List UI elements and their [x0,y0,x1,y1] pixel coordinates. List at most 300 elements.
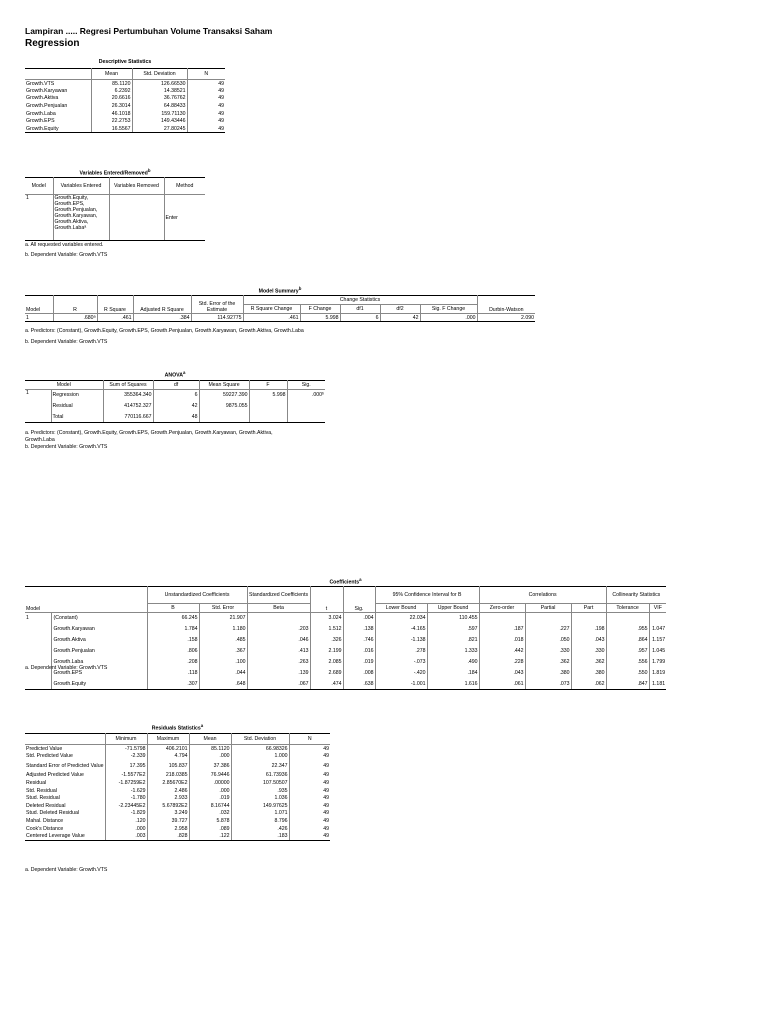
table-cell: .380 [525,668,571,679]
row-label: Total [51,412,103,423]
table-cell: 49 [289,760,330,772]
header-mean: Mean [91,69,132,80]
table-cell: 1.333 [427,646,479,657]
cell-adjusted-r-square: .384 [133,314,191,322]
header-t: t [310,587,343,613]
table-cell: -4.165 [375,624,427,635]
table-cell: 26.3014 [91,102,132,110]
table-row [25,624,666,635]
table-cell: .198 [571,624,606,635]
table-row [25,668,666,679]
table-cell: .004 [343,613,375,624]
header-zero-order: Zero-order [479,604,525,613]
header-df1: df1 [340,305,380,314]
table-row [25,110,225,118]
table-cell: -1.5577E2 [105,772,147,780]
table-cell: .227 [525,624,571,635]
table-cell: 49 [289,832,330,840]
table-cell: .158 [147,635,199,646]
header-blank [25,734,105,745]
table-cell: .638 [343,679,375,690]
table-cell: 2.933 [147,794,189,802]
table-cell: 48 [153,412,199,423]
table-cell [199,412,249,423]
table-cell: 27.80245 [132,125,187,133]
header-correlations: Correlations [479,587,606,604]
table-cell [249,412,287,423]
table-cell: 5.67892E2 [147,802,189,810]
header-std-deviation: Std. Deviation [231,734,289,745]
header-model: Model [25,178,53,195]
table-row [25,390,325,401]
table-cell: -.420 [375,668,427,679]
table-cell: 1.157 [649,635,666,646]
table-cell: 42 [153,401,199,412]
model-summary-table [25,295,535,322]
table-cell: .828 [147,832,189,840]
row-label: Predicted Value [25,745,105,753]
table-cell: .003 [105,832,147,840]
row-label: Centered Leverage Value [25,832,105,840]
table-cell: 49 [289,787,330,795]
table-cell: 49 [187,117,225,125]
table-cell: .442 [479,646,525,657]
model-number: 1 [25,195,53,241]
table-cell: 66.98326 [231,745,289,753]
table-cell: .139 [247,668,310,679]
header-lower-bound: Lower Bound [375,604,427,613]
header-r-square-change: R Square Change [243,305,300,314]
table-cell: -1.001 [375,679,427,690]
table-cell: 149.43446 [132,117,187,125]
variables-entered-removed-table [25,177,205,241]
table-cell: 2.958 [147,825,189,833]
table-cell [606,613,649,624]
table-cell: .746 [343,635,375,646]
table-cell: .935 [231,787,289,795]
table-cell: 49 [187,125,225,133]
header-f-change: F Change [300,305,340,314]
table-cell: 14.38521 [132,87,187,95]
table-cell: 85.1120 [189,745,231,753]
table-cell: .864 [606,635,649,646]
row-label: Growth.Karyawan [51,624,147,635]
header-b: B [147,604,199,613]
table-cell: 1.071 [231,810,289,818]
table-cell: .118 [147,668,199,679]
table-row [25,102,225,110]
table-cell [249,401,287,412]
header-blank [25,69,91,80]
table-cell: 1.180 [199,624,247,635]
table-cell: 49 [289,772,330,780]
table-cell: 110.455 [427,613,479,624]
table-cell: .122 [189,832,231,840]
table-row [25,646,666,657]
header-n: N [187,69,225,80]
table-cell: .263 [247,657,310,668]
table-row [25,87,225,95]
table-cell: 3.024 [310,613,343,624]
table-cell: 16.5567 [91,125,132,133]
table-cell: 107.50507 [231,779,289,787]
table-cell: 20.6616 [91,95,132,103]
row-label: Growth.Laba [51,657,147,668]
table-cell: .018 [479,635,525,646]
table-cell: .187 [479,624,525,635]
table-cell: 85.1120 [91,80,132,88]
table-cell: .032 [189,810,231,818]
table-cell: .278 [375,646,427,657]
table-cell: .228 [479,657,525,668]
table-cell: 1.181 [649,679,666,690]
header-durbin-watson: Durbin-Watson [477,296,535,314]
cell-r: .680ᵃ [53,314,97,322]
table-cell: .000 [105,825,147,833]
header-unstandardized-coefficients: Unstandardized Coefficients [147,587,247,604]
model-summary-title: Model Summary$^b$ [258,286,302,295]
table-cell: 1.819 [649,668,666,679]
table-cell: .044 [199,668,247,679]
table-row [25,95,225,103]
row-label: Growth.EPS [25,117,91,125]
table-cell: .067 [247,679,310,690]
cell-r-square: .461 [97,314,133,322]
table-cell: 49 [187,87,225,95]
header-part: Part [571,604,606,613]
table-cell: 49 [289,810,330,818]
table-cell: .485 [199,635,247,646]
header-df2: df2 [380,305,420,314]
table-cell: .957 [606,646,649,657]
model-number [25,646,51,657]
table-cell: .046 [247,635,310,646]
table-cell: -1.629 [105,787,147,795]
header-partial: Partial [525,604,571,613]
variables-removed [109,195,164,241]
variables-entered-removed-title: Variables Entered/Removed$^b$ [79,168,151,177]
table-cell: 49 [187,102,225,110]
header-std-error-estimate: Std. Error of the Estimate [191,296,243,314]
coefficients-notes: a. Dependent Variable: Growth.VTS [25,665,108,671]
table-cell [479,613,525,624]
table-cell [571,613,606,624]
row-label: Std. Residual [25,787,105,795]
table-cell: 2.689 [310,668,343,679]
table-row [25,832,330,840]
header-mean-square: Mean Square [199,381,249,390]
row-label: Growth.Penjualan [51,646,147,657]
table-cell: 9875.055 [199,401,249,412]
table-cell: .847 [606,679,649,690]
table-cell: 8.796 [231,817,289,825]
model-number [25,679,51,690]
model-number: 1 [25,390,51,401]
row-label: Growth.Equity [51,679,147,690]
cell-std-error: 114.92775 [191,314,243,322]
header-mean: Mean [189,734,231,745]
cell-df2: 42 [380,314,420,322]
table-cell: .050 [525,635,571,646]
row-label: Standard Error of Predicted Value [25,760,105,772]
table-cell: 1.036 [231,794,289,802]
table-row [25,125,225,133]
row-label: Growth.Laba [25,110,91,118]
table-cell: .120 [105,817,147,825]
table-cell: 36.76762 [132,95,187,103]
row-label: Std. Predicted Value [25,752,105,760]
table-cell: 8.16744 [189,802,231,810]
table-cell: 1.799 [649,657,666,668]
table-cell: 37.386 [189,760,231,772]
table-row [25,760,330,772]
table-cell: 49 [289,779,330,787]
table-cell [287,412,325,423]
header-model: Model [25,296,53,314]
table-cell: .474 [310,679,343,690]
summary-notes: a. Predictors: (Constant), Growth.Equity, Growth.EPS, Growth.Penjualan, Growth.Karyawan, Growth.Aktiva, Growth.Laba b. Dependent Variable: Growth.VTS [25,328,304,345]
table-cell: -1.829 [105,810,147,818]
table-cell: .490 [427,657,479,668]
header-collinearity-statistics: Collinearity Statistics [606,587,666,604]
header-f: F [249,381,287,390]
header-std-error: Std. Error [199,604,247,613]
header-r: R [53,296,97,314]
table-cell: .000 [189,752,231,760]
table-row [25,635,666,646]
cell-df1: 6 [340,314,380,322]
table-cell: .089 [189,825,231,833]
table-cell: 2.085 [310,657,343,668]
table-cell: 21.907 [199,613,247,624]
model-number: 1 [25,613,51,624]
header-sig: Sig. [343,587,375,613]
table-row [25,401,325,412]
header-change-statistics: Change Statistics [243,296,477,305]
table-cell: .043 [479,668,525,679]
table-cell: 1.616 [427,679,479,690]
table-cell: 49 [187,110,225,118]
header-model: Model [25,381,103,390]
table-row [25,787,330,795]
table-row [25,679,666,690]
table-cell: .019 [343,657,375,668]
cell-r-square-change: .461 [243,314,300,322]
cell-durbin-watson: 2.090 [477,314,535,322]
table-cell: 5.878 [189,817,231,825]
header-variables-removed: Variables Removed [109,178,164,195]
table-cell: -2.339 [105,752,147,760]
table-row [25,745,330,753]
table-cell: -2.23445E2 [105,802,147,810]
header-sig-f-change: Sig. F Change [420,305,477,314]
table-cell: 2.199 [310,646,343,657]
table-cell: .955 [606,624,649,635]
table-cell: 406.2101 [147,745,189,753]
model-number [25,624,51,635]
table-cell: .550 [606,668,649,679]
header-model: Model [25,587,147,613]
table-row [25,752,330,760]
row-label: Adjusted Predicted Value [25,772,105,780]
table-cell: .648 [199,679,247,690]
table-cell: .00000 [189,779,231,787]
table-cell: 49 [187,80,225,88]
table-cell: .061 [479,679,525,690]
header-tolerance: Tolerance [606,604,649,613]
table-cell: 5.998 [249,390,287,401]
table-cell: .100 [199,657,247,668]
header-n: N [289,734,330,745]
header-confidence-interval: 95% Confidence Interval for B [375,587,479,604]
row-label: Cook's Distance [25,825,105,833]
section-heading-regression: Regression [25,38,80,49]
table-cell: 39.727 [147,817,189,825]
table-cell: 61.73936 [231,772,289,780]
ver-notes: a. All requested variables entered. b. Dependent Variable: Growth.VTS [25,242,108,258]
header-standardized-coefficients: Standardized Coefficients [247,587,310,604]
table-row [25,412,325,423]
table-cell: .203 [247,624,310,635]
header-maximum: Maximum [147,734,189,745]
table-cell: 355364.340 [103,390,153,401]
table-cell: .019 [189,794,231,802]
table-cell: .821 [427,635,479,646]
row-label: Residual [51,401,103,412]
table-cell: 1.045 [649,646,666,657]
table-cell [649,613,666,624]
table-cell: .556 [606,657,649,668]
table-row [25,825,330,833]
table-cell: 2.85670E2 [147,779,189,787]
table-cell: 49 [187,95,225,103]
table-row [25,657,666,668]
row-label: Growth.VTS [25,80,91,88]
table-cell: -1.87259E2 [105,779,147,787]
table-cell: .062 [571,679,606,690]
table-cell: .008 [343,668,375,679]
table-cell: .307 [147,679,199,690]
table-row [25,817,330,825]
table-cell: 1.000 [231,752,289,760]
table-cell: 22.347 [231,760,289,772]
table-cell: 2.486 [147,787,189,795]
table-cell: 149.97625 [231,802,289,810]
table-cell: 1.047 [649,624,666,635]
table-cell: 17.395 [105,760,147,772]
row-label: (Constant) [51,613,147,624]
table-cell: 1.784 [147,624,199,635]
table-cell: 6.2392 [91,87,132,95]
row-label: Residual [25,779,105,787]
table-cell: .184 [427,668,479,679]
residuals-statistics-title: Residuals Statistics$^a$ [151,723,204,732]
document-title: Lampiran ..... Regresi Pertumbuhan Volume Transaksi Saham [25,26,273,36]
table-cell: 64.88433 [132,102,187,110]
header-variables-entered: Variables Entered [53,178,109,195]
table-cell: .597 [427,624,479,635]
cell-sig-f-change: .000 [420,314,477,322]
table-cell: 49 [289,825,330,833]
table-cell: .208 [147,657,199,668]
table-row [25,802,330,810]
row-label: Growth.Penjualan [25,102,91,110]
anova-notes: a. Predictors: (Constant), Growth.Equity, Growth.EPS, Growth.Penjualan, Growth.Karyawan, Growth.Aktiva, Growth.Laba b. Dependent Variable: Growth.VTS [25,430,273,450]
descriptive-statistics-table [25,68,225,133]
table-cell: .330 [571,646,606,657]
table-cell: .806 [147,646,199,657]
row-label: Growth.Karyawan [25,87,91,95]
anova-table [25,380,325,423]
header-r-square: R Square [97,296,133,314]
model-number [25,401,51,412]
table-cell: .326 [310,635,343,646]
model-number [25,412,51,423]
table-cell: 49 [289,752,330,760]
row-label: Growth.EPS [51,668,147,679]
table-row [25,772,330,780]
table-cell: 6 [153,390,199,401]
table-cell [525,613,571,624]
descriptive-statistics-title: Descriptive Statistics [98,59,152,65]
row-label: Growth.Aktiva [51,635,147,646]
table-row [25,779,330,787]
table-row [25,810,330,818]
table-cell: 76.9446 [189,772,231,780]
table-cell: .362 [525,657,571,668]
table-cell: -.073 [375,657,427,668]
table-cell: .362 [571,657,606,668]
residuals-statistics-table [25,733,330,841]
header-adjusted-r-square: Adjusted R Square [133,296,191,314]
table-cell: 4.794 [147,752,189,760]
row-label: Growth.Equity [25,125,91,133]
table-cell: 49 [289,817,330,825]
header-upper-bound: Upper Bound [427,604,479,613]
table-cell: 159.71130 [132,110,187,118]
row-label: Stud. Deleted Residual [25,810,105,818]
table-cell: .413 [247,646,310,657]
table-cell: .073 [525,679,571,690]
table-cell: 1.512 [310,624,343,635]
header-method: Method [164,178,205,195]
table-cell: .426 [231,825,289,833]
residuals-notes: a. Dependent Variable: Growth.VTS [25,867,108,873]
variables-entered-list: Growth.Equity, Growth.EPS, Growth.Penjualan, Growth.Karyawan, Growth.Aktiva, Growth.Labaᵃ [53,195,109,241]
table-cell: 218.0385 [147,772,189,780]
row-label: Stud. Residual [25,794,105,802]
table-cell: 105.837 [147,760,189,772]
table-cell: .000 [189,787,231,795]
row-label: Regression [51,390,103,401]
row-label: Mahal. Distance [25,817,105,825]
table-cell: 49 [289,802,330,810]
row-label: Growth.Aktiva [25,95,91,103]
table-cell: 22.2753 [91,117,132,125]
table-cell: .380 [571,668,606,679]
table-cell: 414752.327 [103,401,153,412]
table-cell: .330 [525,646,571,657]
cell-f-change: 5.998 [300,314,340,322]
anova-title: ANOVA$^a$ [164,370,186,379]
header-vif: VIF [649,604,666,613]
method-value: Enter [164,195,205,241]
table-cell: 22.034 [375,613,427,624]
model-number [25,635,51,646]
table-cell: 126.66530 [132,80,187,88]
coefficients-title: Coefficients$^a$ [329,577,362,586]
table-cell: .016 [343,646,375,657]
